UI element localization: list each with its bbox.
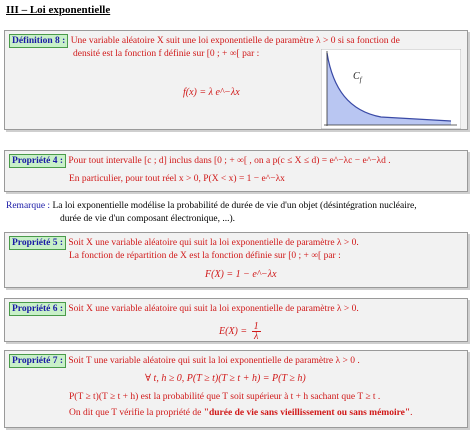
density-graph <box>321 49 461 129</box>
property-7-tag: Propriété 7 : <box>9 354 66 368</box>
property-4-line2: En particulier, pour tout réel x > 0, P(X < x) = 1 − e^−λx <box>69 174 285 184</box>
property-4-line1: Pour tout intervalle [c ; d] inclus dans [0 ; + ∞[ , on a p(c ≤ X ≤ d) = e^−λc − e^−λd . <box>68 156 391 166</box>
property-5-formula: F(X) = 1 − e^−λx <box>205 269 277 280</box>
property-6-formula-left: E(X) = <box>219 325 248 337</box>
property-6-tag: Propriété 6 : <box>9 302 66 316</box>
property-7-line3-a: On dit que T vérifie la propriété de <box>69 408 204 418</box>
definition-8-tag: Définition 8 : <box>9 34 68 48</box>
property-7-line3-c: . <box>410 408 413 418</box>
property-5-line2: La fonction de répartition de X est la fonction définie sur [0 ; + ∞[ par : <box>69 251 341 261</box>
remark-label: Remarque : <box>6 201 51 211</box>
property-7-line3-b: "durée de vie sans vieillissement ou sans mémoire" <box>203 408 411 418</box>
property-5-line1: Soit X une variable aléatoire qui suit la loi exponentielle de paramètre λ > 0. <box>68 238 359 248</box>
property-6-line1: Soit X une variable aléatoire qui suit la loi exponentielle de paramètre λ > 0. <box>68 304 359 314</box>
property-4-box <box>4 150 468 192</box>
property-5-box <box>4 232 468 288</box>
section-title: III – Loi exponentielle <box>6 4 111 16</box>
property-5-tag: Propriété 5 : <box>9 236 66 250</box>
definition-8-formula: f(x) = λ e^−λx <box>183 87 240 98</box>
remark-line1: La loi exponentielle modélise la probabilité de durée de vie d'un objet (désintégration nucléaire, <box>52 201 417 211</box>
property-6-fraction: $\frac{1}{\lambda}$ <box>253 321 259 342</box>
property-7-box <box>4 350 468 428</box>
definition-8-line1: Une variable aléatoire X suit une loi exponentielle de paramètre λ > 0 si sa fonction de <box>70 36 400 46</box>
curve-label: $C_f$ <box>353 71 362 84</box>
remark-line2: durée de vie d'un composant électronique, ...). <box>60 214 236 224</box>
property-7-formula: ∀ t, h ≥ 0, P(T ≥ t)(T ≥ t + h) = P(T ≥ h) <box>145 373 306 384</box>
definition-8-line2: densité est la fonction f définie sur [0 ; + ∞[ par : <box>73 49 260 59</box>
property-7-line2: P(T ≥ t)(T ≥ t + h) est la probabilité que T soit supérieur à t + h sachant que T ≥ t . <box>69 392 381 402</box>
property-7-line1: Soit T une variable aléatoire qui suit la loi exponentielle de paramètre λ > 0 . <box>68 356 360 366</box>
property-6-formula <box>219 322 261 341</box>
definition-8-box <box>4 30 468 130</box>
property-4-tag: Propriété 4 : <box>9 154 66 168</box>
property-6-box <box>4 298 468 342</box>
